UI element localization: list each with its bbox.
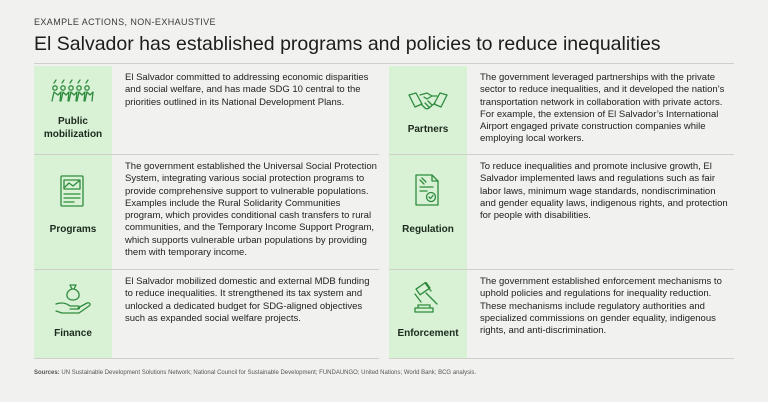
row-text: El Salvador mobilized domestic and external MDB funding to reduce inequalities. It strengthened its tax system and unlocked a dedicated budget for SDG-aligned objectives such as expanded social welfare projects.: [125, 276, 370, 324]
row-partners: [389, 66, 734, 155]
row-text: The government established enforcement mechanisms to uphold policies and regulations for inequality reduction. These mechanisms include regulatory authorities and specialized commissions on gender equality, indigenous rights, and anti-discrimination.: [480, 276, 722, 337]
label-cell: [34, 155, 112, 269]
crowd-icon: [50, 79, 96, 103]
row-label: Public mobilization: [43, 116, 103, 140]
sources: [34, 370, 476, 376]
label-cell: [34, 66, 112, 154]
row-label: Finance: [54, 328, 92, 339]
row-text: El Salvador committed to addressing economic disparities and social welfare, and has made SDG 10 central to the priorities outlined in its National Development Plans.: [125, 72, 369, 108]
label-cell: [389, 270, 467, 358]
row-public-mobilization: [34, 66, 379, 155]
row-label: Regulation: [402, 224, 454, 235]
sources-label: Sources:: [34, 370, 60, 376]
row-text: The government leveraged partnerships with the private sector to reduce inequalities, and it developed the nation’s transportation network in collaboration with private actors. For example, the extension of El Salvador’s International Airport engaged private construction companies while employing local workers.: [480, 72, 725, 145]
label-cell: [389, 66, 467, 154]
title-divider: [34, 63, 734, 64]
row-label: Enforcement: [397, 328, 459, 339]
row-regulation: [389, 155, 734, 270]
eyebrow: EXAMPLE ACTIONS, NON-EXHAUSTIVE: [34, 17, 216, 27]
document-seal-icon: [413, 173, 443, 209]
row-text: To reduce inequalities and promote inclusive growth, El Salvador implemented laws and regulations such as fair labor laws, minimum wage standards, nondiscrimination and gender equality laws, indigenous rights, and protection for people with disabilities.: [480, 161, 728, 222]
row-finance: [34, 270, 379, 359]
row-label: Programs: [49, 224, 97, 235]
row-enforcement: [389, 270, 734, 359]
row-label: Partners: [407, 124, 449, 135]
label-cell: [34, 270, 112, 358]
label-cell: [389, 155, 467, 269]
gavel-icon: [411, 282, 445, 314]
page-title: El Salvador has established programs and policies to reduce inequalities: [34, 33, 661, 55]
document-chart-icon: [59, 174, 87, 208]
hand-money-bag-icon: [54, 282, 92, 314]
row-programs: [34, 155, 379, 270]
sources-text: UN Sustainable Development Solutions Network; National Council for Sustainable Development; FUNDAUNGO; United Nations; World Bank; BCG analysis.: [59, 370, 477, 376]
row-text: The government established the Universal Social Protection System, integrating various social protection programs to provide comprehensive support to vulnerable populations. Examples include the Rural Solidarity Communities program, which provides conditional cash transfers to rural communities, and the Temporary Income Support Program, which supports vulnerable urban populations by providing them with temporary income.: [125, 161, 377, 259]
handshake-icon: [408, 90, 448, 112]
